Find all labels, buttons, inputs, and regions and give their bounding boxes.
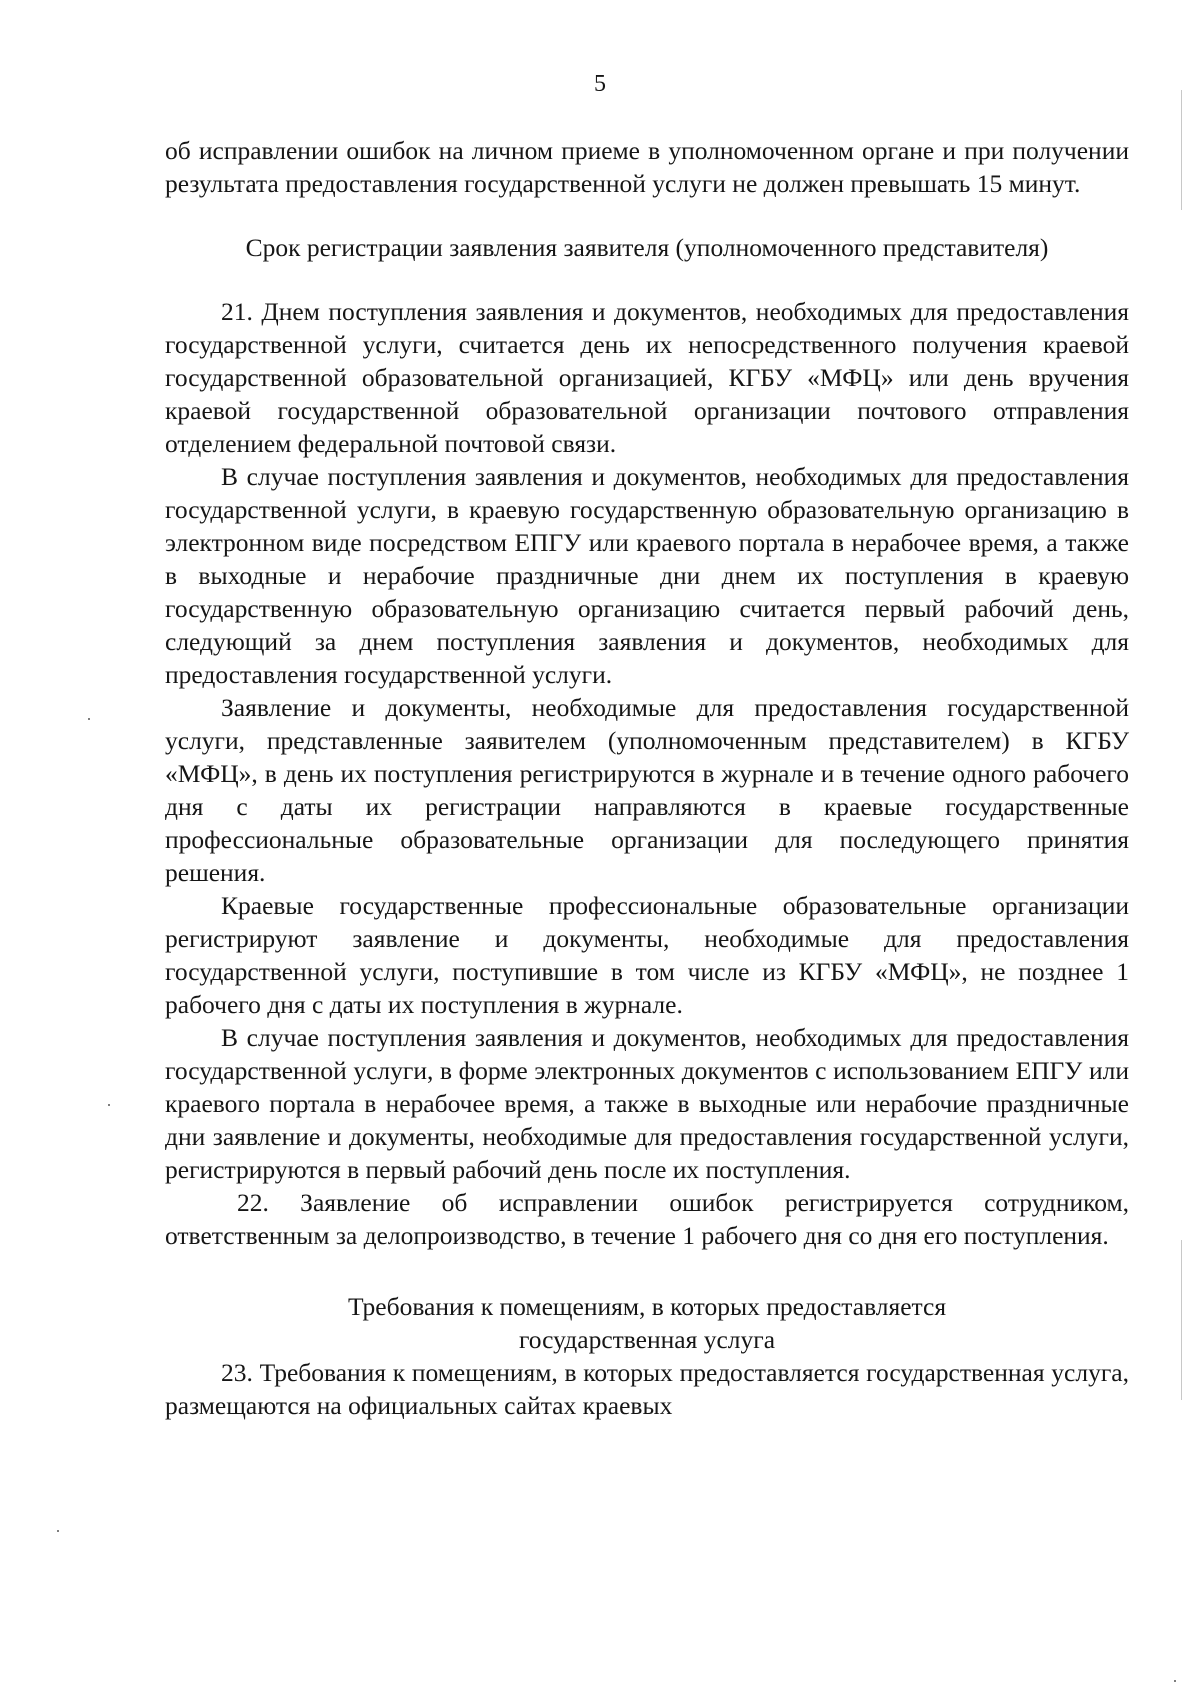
paragraph-21-mfc: Заявление и документы, необходимые для предоставления государственной услуги, представленные заявителем (уполномоченным представителем) в КГБУ «МФЦ», в день их поступления регистрируются в журнале и в течение одного рабочего дня с даты их регистрации направляются в краевые государственные профессиональные образовательные организации для последующего принятия решения. [165, 693, 1129, 887]
scan-speck [1174, 1680, 1176, 1682]
spacer [165, 264, 1129, 295]
scan-speck [57, 1530, 59, 1532]
paragraph-22: 22. Заявление об исправлении ошибок регистрируется сотрудником, ответственным за делопроизводство, в течение 1 рабочего дня со дня его поступления. [165, 1188, 1129, 1250]
page-number: 5 [594, 71, 606, 97]
spacer [165, 200, 1129, 231]
paragraph-21-electronic: В случае поступления заявления и документов, необходимых для предоставления государственной услуги, в краевую государственную образовательную организацию в электронном виде посредством ЕПГУ или краевого портала в нерабочее время, а также в выходные и нерабочие праздничные дни днем их поступления в краевую государственную образовательную организацию считается первый рабочий день, следующий за днем поступления заявления и документов, необходимых для предоставления государственной услуги. [165, 462, 1129, 689]
section-heading-registration-term: Срок регистрации заявления заявителя (уполномоченного представителя) [245, 233, 1049, 262]
paragraph-21-electronic-docs: В случае поступления заявления и документов, необходимых для предоставления государственной услуги, в форме электронных документов с использованием ЕПГУ или краевого портала в нерабочее время, а также в выходные или нерабочие праздничные дни заявление и документы, необходимые для предоставления государственной услуги, регистрируются в первый рабочий день после их поступления. [165, 1023, 1129, 1184]
paragraph-21-organizations: Краевые государственные профессиональные образовательные организации регистрируют заявление и документы, необходимые для предоставления государственной услуги, поступившие в том числе из КГБУ «МФЦ», не позднее 1 рабочего дня с даты их поступления в журнале. [165, 891, 1129, 1019]
scan-speck [88, 718, 90, 720]
scan-edge-mark [1181, 1240, 1182, 1400]
section-heading-premises-line-1: Требования к помещениям, в которых предоставляется [347, 1292, 947, 1321]
section-heading-premises-line-2: государственная услуга [518, 1325, 776, 1354]
paragraph-23: 23. Требования к помещениям, в которых предоставляется государственная услуга, размещаются на официальных сайтах краевых [165, 1358, 1129, 1420]
intro-paragraph: об исправлении ошибок на личном приеме в уполномоченном органе и при получении результата предоставления государственной услуги не должен превышать 15 минут. [165, 136, 1129, 198]
document-body [165, 134, 1129, 1422]
scan-edge-mark [1181, 90, 1182, 210]
spacer [165, 1252, 1129, 1290]
paragraph-21: 21. Днем поступления заявления и документов, необходимых для предоставления государственной услуги, считается день их непосредственного получения краевой государственной образовательной организацией, КГБУ «МФЦ» или день вручения краевой государственной образовательной организации почтового отправления отделением федеральной почтовой связи. [165, 297, 1129, 458]
scan-speck [108, 1104, 110, 1106]
